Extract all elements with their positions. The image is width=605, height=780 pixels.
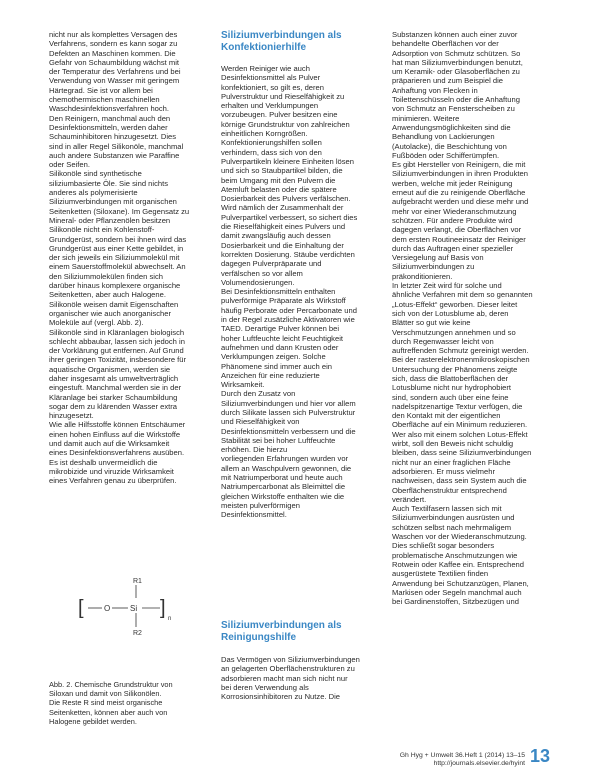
body-text-col2-section2: Das Vermögen von Siliziumverbindungen an gelagerten Oberflächenstrukturen zu adsorbieren macht man sich nicht nur bei deren Verwendung als Korrosionsinhibitoren zu Nutze. Die — [221, 655, 360, 702]
journal-citation: Gh Hyg + Umwelt 36.Heft 1 (2014) 13–15 — [399, 752, 525, 759]
footer-journal-info — [385, 752, 525, 768]
formula-n: n — [168, 616, 172, 622]
body-text-col1: nicht nur als komplettes Versagen des Verfahrens, sondern es kann sogar zu Defekten an Maschinen kommen. Die Gefahr von Schaumbildung wächst mit der Temperatur des Verfahrens und bei Verwendung von Wasser mit geringem Härtegrad. Sie ist vor allem bei chemothermischen maschinellen Waschdesinfektionsverfahren hoch. Den Reinigern, manchmal auch den Desinfektionsmitteln, werden daher Schauminhibitoren hinzugesetzt. Dies sind in aller Regel Silikonöle, manchmal auch andere Substanzen wie Paraffine oder Seifen. Silikonöle sind synthetische siliziumbasierte Öle. Sie sind nichts anderes als polymerisierte Siliziumverbindungen mit organischen Seitenketten (Siloxane). Im Gegensatz zu Mineral- oder Pflanzenölen besitzen Silikonöle nicht ein Kohlenstoff- Grundgerüst, sondern bei ihnen wird das Grundgerüst aus einer Kette gebildet, in der sich jeweils ein Siliziummolekül mit einem Sauerstoffmolekül abwechselt. An den Siliziummolekülen finden sich darüber hinaus komplexere organische Seitenketten, aber auch Halogene. Silikonöle weisen damit Eigenschaften organischer wie auch anorganischer Moleküle auf (vergl. Abb. 2). Silikonöle sind in Kläranlagen biologisch schlecht abbaubar, lassen sich jedoch in der Vorklärung gut entfernen. Auf Grund ihrer geringen Toxizität, insbesondere für aquatische Organismen, werden sie daher insgesamt als umweltverträglich eingestuft. Manchmal werden sie in der Kläranlage bei starker Schaumbildung sogar dem zu klärenden Wasser extra hinzugesetzt. Wie alle Hilfsstoffe können Entschäumer einen hohen Einfluss auf die Wirkstoffe und damit auch auf die Wirksamkeit eines Desinfektionsverfahrens ausüben. Es ist deshalb unvermeidlich die mikrobizide und viruzide Wirksamkeit eines Verfahren genau zu überprüfen. — [49, 30, 190, 486]
formula-oxygen: O — [104, 604, 111, 613]
section-heading-reinigungshilfe: Siliziumverbindungen als Reinigungshilfe — [221, 620, 342, 643]
formula-r2: R2 — [133, 630, 142, 637]
column-left — [49, 30, 205, 486]
section-heading-konfektionierhilfe: Siliziumverbindungen als Konfektionierhilfe — [221, 30, 342, 53]
page-number: 13 — [530, 746, 551, 766]
formula-silicon: Si — [130, 604, 138, 613]
formula-bracket-left: [ — [78, 597, 84, 619]
figure-caption — [49, 680, 205, 726]
formula-r1: R1 — [133, 578, 142, 585]
body-text-col2-section1: Werden Reiniger wie auch Desinfektionsmittel als Pulver konfektioniert, so gilt es, deren Pulverstruktur und Rieselfähigkeit zu erhalten und Verklumpungen vorzubeugen. Pulver besitzen eine körnige Grundstruktur von zahlreichen einheitlichen Korngrößen. Konfektionierungshilfen sollen verhindern, dass sich von den Pulverpartikeln kleinere Einheiten lösen und sich so Staubpartikel bilden, die beim Umgang mit den Pulvern die Atemluft belasten oder die spätere Dosierbarkeit des Pulvers verfälschen. Wird nämlich der Zusammenhalt der Pulverpartikel verbessert, so sichert dies die Rieselfähigkeit eines Pulvers und damit zwangsläufig auch dessen Dosierbarkeit und die Einhaltung der korrekten Dosierung. Stäube verdichten dagegen Pulverpräparate und verfälschen so vor allem Volumendosierungen. Bei Desinfektionsmitteln enthalten pulverförmige Präparate als Wirkstoff häufig Perborate oder Percarbonate und in der Regel zusätzliche Aktivatoren wie TAED. Derartige Pulver können bei hoher Luftfeuchte leicht Feuchtigkeit aufnehmen und dann Krusten oder Verklumpungen zeigen. Solche Phänomene sind immer auch ein Anzeichen für eine reduzierte Wirksamkeit. Durch den Zusatz von Siliziumverbindungen und hier vor allem durch Silikate lassen sich Pulverstruktur und Rieselfähigkeit von Desinfektionsmitteln verbessern und die Stabilität sei bei hoher Luftfeuchte erhöhen. Die hierzu vorliegenden Erfahrungen wurden vor allem an Waschpulvern gewonnen, die mit Natriumperborat und heute auch Natriumpercarbonat als Bleimittel die gleichen Wirkstoffe enthalten wie die meisten pulverförmigen Desinfektionsmittel. — [221, 64, 358, 520]
formula-bracket-right: ] — [160, 597, 166, 619]
journal-url: http://journals.elsevier.de/hyint — [433, 760, 525, 767]
body-text-col3: Substanzen können auch einer zuvor behandelte Oberflächen vor der Adsorption von Schmutz schützen. So hat man Siliziumverbindungen benutzt, um Keramik- oder Glasoberflächen zu präparieren und zum Beispiel die Anhaftung von Flecken in Toilettenschüsseln oder die Anhaftung von Schmutz an Fensterscheiben zu minimieren. Weitere Anwendungsmöglichkeiten sind die Behandlung von Lackierungen (Autolacke), die Beschichtung von Fußböden oder Schifferümpfen. Es gibt Hersteller von Reinigern, die mit Siliziumverbindungen in ihren Produkten werben, welche mit jeder Reinigung erneut auf die zu reinigende Oberfläche aufgebracht werden und diese mehr und mehr vor einer Wiederanschmutzung schützen. Für andere Produkte wird dagegen verlangt, die Oberflächen vor dem ersten Routineeinsatz der Reiniger durch das Auftragen einer spezieller Versiegelung auf Basis von Siliziumverbindungen zu präkonditionieren. In letzter Zeit wird für solche und ähnliche Verfahren mit dem so genannten „Lotus-Effekt“ geworben. Dieser leitet sich von der Lotusblume ab, deren Blätter so gut wie keine Verschmutzungen annehmen und so durch Regenwasser leicht von auftreffenden Schmutz gereinigt werden. Bei der rasterelektronenmikroskopischen Untersuchung der Phänomens zeigte sich, dass die Blattoberflächen der Lotusblume nicht nur hydrophobiert sind, sondern auch über eine feine nadelspitzenartige Textur verfügen, die den Kontakt mit der eigentlichen Oberfläche auf ein Minimum reduzieren. Wer also mit einem solchen Lotus-Effekt wirbt, soll den Beweis nicht schuldig bleiben, dass seine Siliziumverbindungen nicht nur an einer fraglichen Fläche adsorbieren. Er muss vielmehr nachweisen, dass sein System auch die Oberflächenstruktur entsprechend verändert. Auch Textilfasern lassen sich mit Siliziumverbindungen ausrüsten und schützen selbst nach mehrmaligem Waschen vor der Wiederanschmutzung. Dies schließt sogar besonders problematische Anschmutzungen wie Rotwein oder Kaffee ein. Entsprechend ausgerüstete Textilien finden Anwendung bei Schutzanzügen, Planen, Markisen oder Segeln manchmal auch bei Gardinenstoffen, Sitzbezügen und — [392, 30, 533, 607]
siloxane-structure-figure — [70, 575, 190, 645]
column-right — [392, 30, 557, 606]
figure-caption-text: Abb. 2. Chemische Grundstruktur von Siloxan und damit von Silikonölen. Die Reste R sind meist organische Seitenketten, können aber auch von Halogene gebildet werden. — [49, 680, 173, 726]
